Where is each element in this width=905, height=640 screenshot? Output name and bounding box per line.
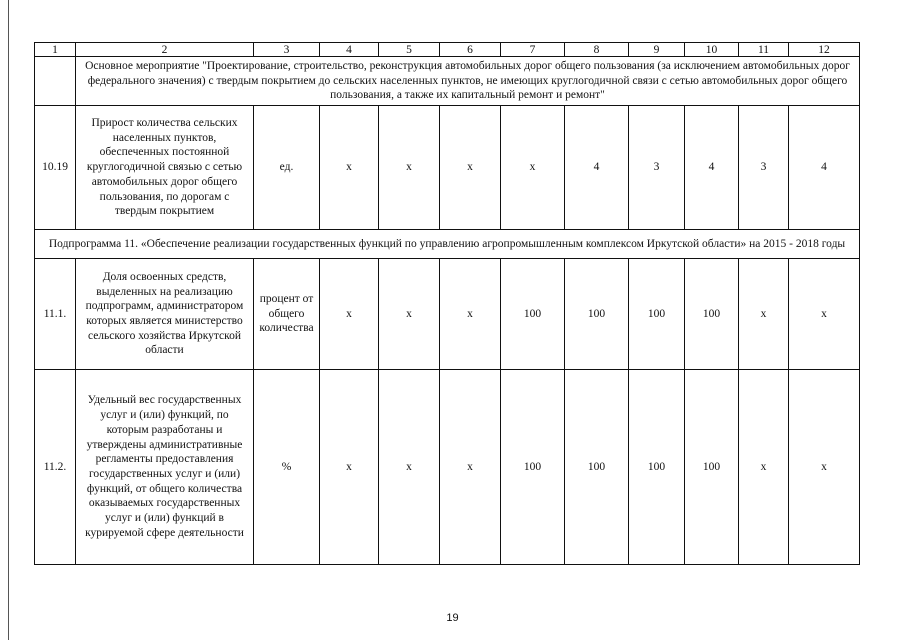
table-row xyxy=(35,259,860,370)
value-cell: 100 xyxy=(629,259,685,370)
value-cell: х xyxy=(440,259,501,370)
col-number: 12 xyxy=(789,43,860,57)
value-cell: 4 xyxy=(685,106,739,230)
indicator-name: Удельный вес государственных услуг и (или) функций, по которым разработаны и утверждены административные регламенты предоставления государственных услуг и (или) функций, от общего количества оказываемых государственных услуг и (или) функций в курируемой сфере деятельности xyxy=(76,370,254,565)
value-cell: х xyxy=(320,370,379,565)
value-cell: 3 xyxy=(739,106,789,230)
value-cell: х xyxy=(789,259,860,370)
value-cell: х xyxy=(320,106,379,230)
value-cell: 100 xyxy=(629,370,685,565)
value-cell: 100 xyxy=(565,370,629,565)
table-row xyxy=(35,106,860,230)
main-activity-text: Основное мероприятие "Проектирование, строительство, реконструкция автомобильных дорог общего пользования (за исключением автомобильных дорог федерального значения) с твердым покрытием до сельских населенных пунктов, не имеющих круглогодичной связи с сетью автомобильных дорог общего пользования, а также их капитальный ремонт и ремонт" xyxy=(76,57,860,106)
subprogram-title: Подпрограмма 11. «Обеспечение реализации государственных функций по управлению агропромышленным комплексом Иркутской области» на 2015 - 2018 годы xyxy=(35,230,860,259)
value-cell: х xyxy=(501,106,565,230)
value-cell: х xyxy=(440,370,501,565)
value-cell: х xyxy=(739,370,789,565)
value-cell: 100 xyxy=(501,370,565,565)
value-cell: 100 xyxy=(685,370,739,565)
indicator-name: Доля освоенных средств, выделенных на реализацию подпрограмм, администратором которых является министерство сельского хозяйства Иркутской области xyxy=(76,259,254,370)
indicators-table xyxy=(34,42,860,565)
indicator-name: Прирост количества сельских населенных пунктов, обеспеченных постоянной круглогодичной связью с сетью автомобильных дорог общего пользования, по дорогам с твердым покрытием xyxy=(76,106,254,230)
scan-edge-line xyxy=(8,0,9,640)
empty-cell xyxy=(35,57,76,106)
col-number: 10 xyxy=(685,43,739,57)
value-cell: 4 xyxy=(789,106,860,230)
col-number: 8 xyxy=(565,43,629,57)
value-cell: х xyxy=(379,259,440,370)
value-cell: 4 xyxy=(565,106,629,230)
page-number: 19 xyxy=(446,612,459,624)
value-cell: х xyxy=(379,370,440,565)
indicator-unit: % xyxy=(254,370,320,565)
col-number: 5 xyxy=(379,43,440,57)
value-cell: 100 xyxy=(565,259,629,370)
indicator-unit: процент от общего количества xyxy=(254,259,320,370)
value-cell: 100 xyxy=(501,259,565,370)
col-number: 3 xyxy=(254,43,320,57)
col-number: 2 xyxy=(76,43,254,57)
col-number: 6 xyxy=(440,43,501,57)
value-cell: х xyxy=(379,106,440,230)
col-number: 7 xyxy=(501,43,565,57)
table-row xyxy=(35,370,860,565)
subprogram-row xyxy=(35,230,860,259)
row-number: 11.1. xyxy=(35,259,76,370)
value-cell: х xyxy=(320,259,379,370)
row-number: 11.2. xyxy=(35,370,76,565)
col-number: 9 xyxy=(629,43,685,57)
value-cell: 3 xyxy=(629,106,685,230)
main-activity-row xyxy=(35,57,860,106)
indicator-unit: ед. xyxy=(254,106,320,230)
col-number: 4 xyxy=(320,43,379,57)
value-cell: х xyxy=(440,106,501,230)
value-cell: х xyxy=(739,259,789,370)
column-number-row xyxy=(35,43,860,57)
row-number: 10.19 xyxy=(35,106,76,230)
value-cell: 100 xyxy=(685,259,739,370)
col-number: 11 xyxy=(739,43,789,57)
col-number: 1 xyxy=(35,43,76,57)
value-cell: х xyxy=(789,370,860,565)
